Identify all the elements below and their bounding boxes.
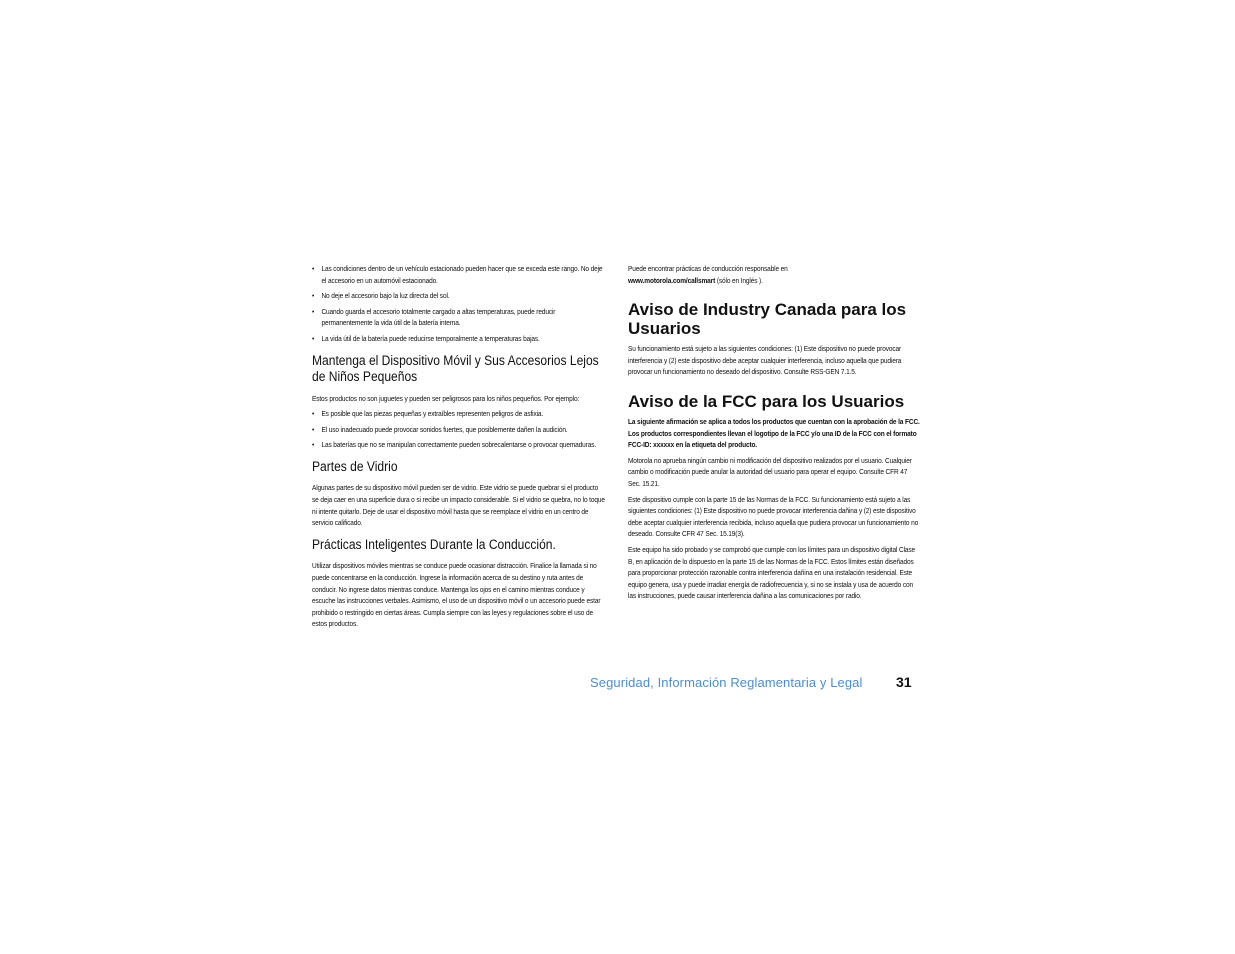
list-item-text: Cuando guarda el accesorio totalmente cargado a altas temperaturas, puede reducir permanentemente la vida útil de la batería interna.: [321, 306, 556, 328]
list-item: [312, 439, 605, 451]
intro-block: [628, 263, 921, 286]
callsmart-link[interactable]: www.motorola.com/callsmart: [628, 275, 716, 285]
section-title-driving: Prácticas Inteligentes Durante la Conducción.: [312, 536, 556, 552]
list-item-text: Las condiciones dentro de un vehículo estacionado pueden hacer que se exceda este rango. No deje el accesorio en un automóvil estacionado.: [321, 264, 603, 285]
bullet-icon: •: [312, 333, 315, 343]
section-fcc-body: [628, 416, 921, 602]
bullet-icon: •: [312, 264, 315, 273]
list-item-text: Las baterías que no se manipulan correctamente pueden sobrecalentarse o provocar quemaduras.: [321, 440, 597, 450]
bullet-list-temperature: [312, 263, 605, 345]
fcc-paragraph-2: Este dispositivo cumple con la parte 15 de las Normas de la FCC. Su funcionamiento está sujeto a las siguientes condiciones: (1) Este dispositivo no puede provocar interferencia dañina y (2) este dispositivo debe aceptar cualquier interferencia recibida, incluso aquella que pudiera provocar un funcionamiento no deseado. Consulte CFR 47 Sec. 15.19(3).: [628, 494, 919, 539]
section-canada-text: Su funcionamiento está sujeto a las siguientes condiciones: (1) Este dispositivo no puede provocar interferencia y (2) este dispositivo debe aceptar cualquier interferencia, incluso aquella que pudiera provocar un funcionamiento no deseado del dispositivo. Consulte RSS-GEN 7.1.5.: [628, 344, 902, 377]
footer-section-title: Seguridad, Información Reglamentaria y Legal: [590, 675, 863, 690]
page-number: 31: [896, 674, 912, 690]
section-children-body: [312, 393, 605, 451]
list-item-text: No deje el accesorio bajo la luz directa del sol.: [321, 291, 450, 301]
bullet-icon: •: [312, 409, 315, 419]
list-item: [312, 424, 605, 436]
list-item: [312, 306, 605, 329]
section-title-fcc: Aviso de la FCC para los Usuarios: [628, 391, 905, 411]
left-column: [312, 263, 606, 634]
section-canada-body: [628, 343, 921, 378]
bullet-icon: •: [312, 424, 315, 434]
bullet-icon: •: [312, 291, 315, 301]
section-children-text: Estos productos no son juguetes y pueden ser peligrosos para los niños pequeños. Por ejemplo:: [312, 393, 580, 403]
list-item: [312, 290, 605, 302]
list-item: [312, 263, 605, 286]
intro-suffix: (sólo en Inglés ).: [715, 275, 763, 285]
fcc-statement-bold: La siguiente afirmación se aplica a todos los productos que cuentan con la aprobación de la FCC. Los productos correspondientes llevan el logotipo de la FCC y/o una ID de la FCC con el formato FCC-ID: xxxxxx en la etiqueta del producto.: [628, 416, 920, 450]
section-driving-body: [312, 560, 605, 630]
fcc-paragraph-1: Motorola no aprueba ningún cambio ni modificación del dispositivo realizados por el usuario. Cualquier cambio o modificación puede anular la autoridad del usuario para operar el equipo. Consulte CFR 47 Sec. 15.21.: [628, 455, 912, 488]
section-glass-text: Algunas partes de su dispositivo móvil pueden ser de vidrio. Este vidrio se puede quebrar si el producto se deja caer en una superficie dura o si recibe un impacto considerable. Si el vidrio se quebra, no lo toque ni intente quitarlo. Deje de usar el dispositivo móvil hasta que se reemplace el vidrio en un centro de servicio calificado.: [312, 483, 605, 528]
fcc-paragraph-3: Este equipo ha sido probado y se comprobó que cumple con los límites para un dispositivo digital Clase B, en aplicación de lo dispuesto en la parte 15 de las Normas de la FCC. Estos límites están diseñados para proporcionar protección razonable contra interferencia dañina en una instalación residencial. Este equipo genera, usa y puede irradiar energía de radiofrecuencia y, si no se instala y usa de acuerdo con las instrucciones, puede causar interferencia dañina a las comunicaciones por radio.: [628, 544, 916, 601]
list-item-text: La vida útil de la batería puede reducirse temporalmente a temperaturas bajas.: [321, 333, 540, 343]
right-column: [628, 263, 922, 606]
bullet-icon: •: [312, 440, 315, 450]
section-driving-text: Utilizar dispositivos móviles mientras se conduce puede ocasionar distracción. Finalice la llamada si no puede concentrarse en la conducción. Ingrese la información acerca de su destino y ruta antes de conducir. No ingrese datos mientras conduce. Mantenga los ojos en el camino mientras conduce y escuche las instrucciones verbales. Asimismo, el uso de un dispositivo móvil o un accesorio puede estar prohibido o restringido en ciertas áreas. Cumpla siempre con las leyes y regulaciones sobre el uso de estos productos.: [312, 561, 601, 629]
list-item-text: Es posible que las piezas pequeñas y extraíbles representen peligros de asfixia.: [321, 409, 544, 419]
list-item: [312, 408, 605, 420]
section-title-glass: Partes de Vidrio: [312, 458, 398, 474]
section-glass-body: [312, 482, 605, 528]
list-item-text: El uso inadecuado puede provocar sonidos fuertes, que posiblemente dañen la audición.: [321, 424, 568, 434]
intro-text: Puede encontrar prácticas de conducción responsable en: [628, 264, 788, 273]
section-title-children: Mantenga el Dispositivo Móvil y Sus Accesorios Lejos de Niños Pequeños: [312, 352, 599, 385]
intro-paragraph: [628, 263, 921, 286]
list-item: [312, 333, 605, 345]
section-title-canada: Aviso de Industry Canada para los Usuarios: [628, 300, 907, 339]
bullet-icon: •: [312, 306, 315, 316]
